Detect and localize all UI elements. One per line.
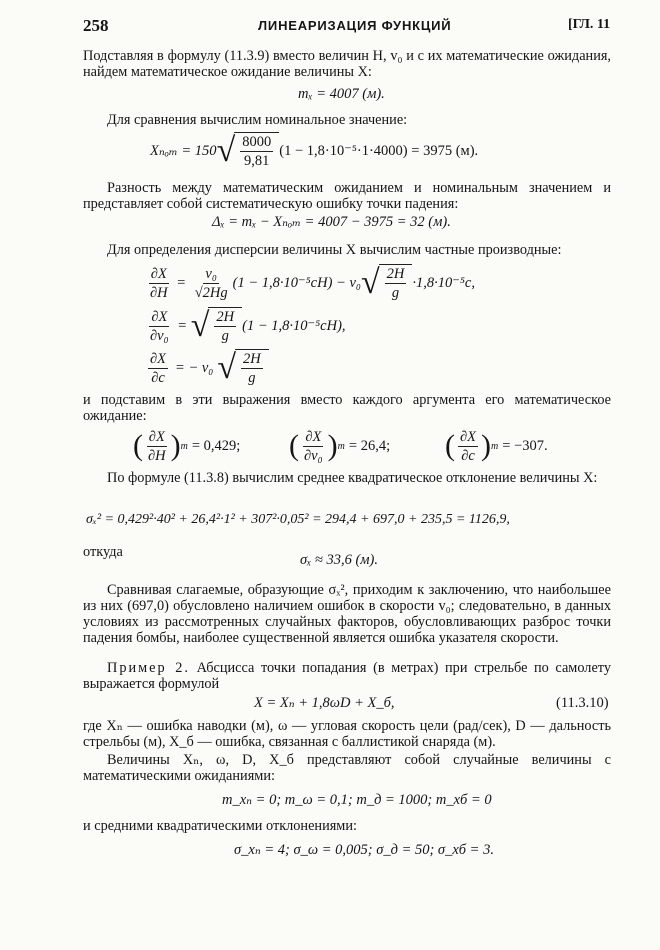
derivative-dc: $\frac{\partial X}{\partial c}$ = − v₀ √ $\frac{2H}{g}$ bbox=[145, 344, 269, 392]
paragraph-conclusion: Сравнивая слагаемые, образующие σₓ², приходим к заключению, что наибольшее из них (697,0) обусловлено наличием ошибок в скорости v₀; следовательно, в данных условиях из рассмотренных случайных факторов, обусловливающих разброс точки падения бомбы, наиболее существенной является ошибка указателя скорости. bbox=[83, 582, 611, 646]
equation-means: m_xₙ = 0; m_ω = 0,1; m_д = 1000; m_xб = 0 bbox=[222, 792, 492, 808]
equation-sigmas: σ_xₙ = 4; σ_ω = 0,005; σ_д = 50; σ_xб = 3. bbox=[234, 842, 494, 858]
equation-mx: mₓ = 4007 (м). bbox=[298, 86, 385, 102]
paragraph-partials-intro: Для определения дисперсии величины X вычислим частные производные: bbox=[107, 242, 562, 258]
page-number: 258 bbox=[83, 16, 109, 35]
value-dH: ( $\frac{\partial X}{\partial H}$ ) m = 0,429; bbox=[133, 428, 241, 464]
derivative-dv0: $\frac{\partial X}{\text{∂v₀}}$ = √ $\frac{2H}{g}$ (1 − 1,8·10⁻⁵cH), bbox=[150, 307, 346, 344]
paragraph-where: где Xₙ — ошибка наводки (м), ω — угловая скорость цели (рад/сек), D — дальность стрельбы (м), X_б — ошибка, связанная с баллистикой снаряда (м). bbox=[83, 718, 611, 750]
value-dc: ( $\frac{\partial X}{\partial c}$ ) m = −307. bbox=[445, 428, 548, 464]
xnom-right: (1 − 1,8·10⁻⁵·1·4000) = 3975 (м). bbox=[279, 142, 479, 159]
paragraph-substitute-args: и подставим в эти выражения вместо каждого аргумента его математическое ожидание: bbox=[83, 392, 611, 424]
xnom-den: 9,81 bbox=[244, 153, 270, 169]
equation-sigma-squared: σₓ² = 0,429²·40² + 26,4²·1² + 307²·0,05² = 294,4 + 697,0 + 235,5 = 1126,9, bbox=[86, 512, 510, 527]
paragraph-difference: Разность между математическим ожиданием и номинальным значением и представляет собой систематическую ошибку точки падения: bbox=[83, 180, 611, 212]
equation-number: (11.3.10) bbox=[556, 695, 609, 711]
xnom-sqrt bbox=[217, 132, 280, 170]
paragraph-substitute-means: Подставляя в формулу (11.3.9) вместо величин H, v₀ и c их математические ожидания, найдем математическое ожидание величины X: bbox=[83, 48, 611, 80]
example-label: Пример 2. bbox=[107, 660, 190, 676]
paragraph-random-vars: Величины Xₙ, ω, D, X_б представляют собой случайные величины с математическими ожиданиями: bbox=[83, 752, 611, 784]
xnom-left: Xₙₒₘ = 150 bbox=[150, 142, 217, 159]
equation-xnom bbox=[150, 126, 478, 176]
value-dv0: ( $\frac{\partial X}{\text{∂v₀}}$ ) m = 26,4; bbox=[289, 428, 391, 464]
paragraph-std-formula: По формуле (11.3.8) вычислим среднее квадратическое отклонение величины X: bbox=[107, 470, 598, 486]
equation-x: X = Xₙ + 1,8ωD + X_б, bbox=[254, 695, 395, 711]
chapter-label: [ГЛ. 11 bbox=[568, 17, 611, 32]
equation-sigma: σₓ ≈ 33,6 (м). bbox=[300, 552, 379, 568]
radical-sign-icon: √ bbox=[216, 132, 236, 169]
running-title: ЛИНЕАРИЗАЦИЯ ФУНКЦИЙ bbox=[258, 18, 452, 33]
xnom-num: 8000 bbox=[242, 134, 272, 150]
word-otkuda: откуда bbox=[83, 544, 123, 560]
paragraph-example2 bbox=[83, 660, 611, 692]
paragraph-std-intro: и средними квадратическими отклонениями: bbox=[83, 818, 357, 834]
equation-delta: Δₓ = mₓ − Xₙₒₘ = 4007 − 3975 = 32 (м). bbox=[212, 214, 451, 230]
derivative-dH: $\frac{\partial X}{\partial H}$ = $\frac{\text{v₀}}{√2Hg}$ (1 − 1,8·10⁻⁵cH) − v₀ √ $\frac{2H}{g}$ ·1,8·10⁻⁵c, bbox=[150, 264, 475, 301]
paragraph-nominal-intro: Для сравнения вычислим номинальное значение: bbox=[107, 112, 408, 128]
example-text: Абсцисса точки попадания (в метрах) при стрельбе по самолету выражается формулой bbox=[83, 660, 611, 692]
